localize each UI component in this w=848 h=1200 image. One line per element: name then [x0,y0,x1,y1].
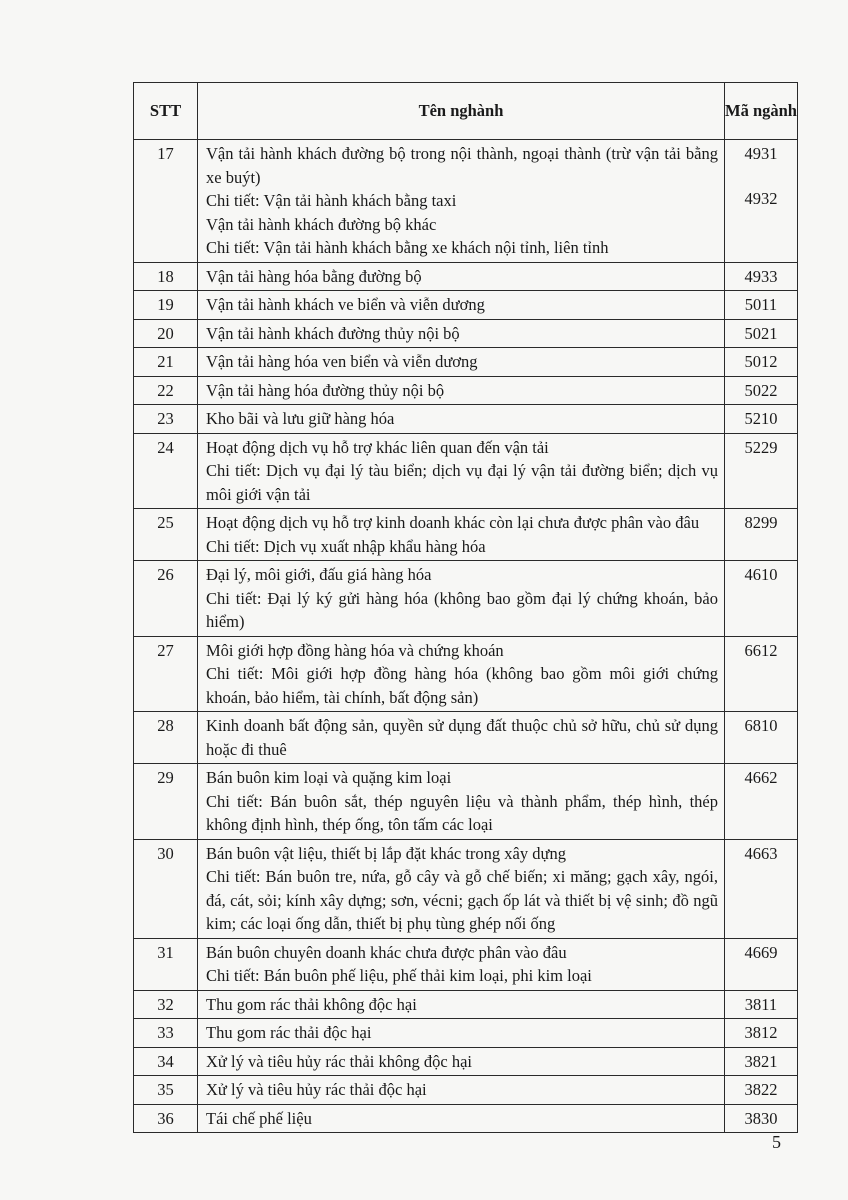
industry-name-line: Môi giới hợp đồng hàng hóa và chứng khoán [206,640,504,660]
industry-name-line: Chi tiết: Dịch vụ xuất nhập khẩu hàng hóa [206,536,486,556]
industry-code-value: 4610 [744,565,778,584]
row-stt: 25 [134,509,198,561]
row-industry-code [725,636,798,712]
industry-name-line: Vận tải hàng hóa ven biển và viễn dương [206,352,478,371]
row-industry-code [725,1076,798,1105]
industry-code-value: 3811 [744,994,778,1014]
table-row [134,405,798,434]
table-row [134,1076,798,1105]
row-industry-name [198,712,725,764]
industry-code-value: 3822 [744,1080,778,1099]
table-row [134,348,798,377]
industry-name-line: Vận tải hàng hóa bằng đường bộ [206,266,422,286]
industry-name-line: Chi tiết: Dịch vụ đại lý tàu biển; dịch vụ đại lý vận tải đường biển; dịch vụ môi giới vận tải [206,461,718,504]
header-stt: STT [134,83,198,140]
industry-code-value: 4931 [744,144,778,163]
industry-code-value: 3821 [744,1051,778,1071]
table-row [134,291,798,320]
row-stt: 20 [134,319,198,348]
row-industry-name [198,433,725,509]
row-industry-name [198,938,725,990]
industry-name-line: Bán buôn vật liệu, thiết bị lắp đặt khác trong xây dựng [206,843,566,863]
row-industry-name [198,764,725,840]
industry-code-value: 3812 [744,1023,778,1042]
row-stt: 26 [134,561,198,637]
industry-code-value: 4933 [744,266,778,286]
row-industry-name [198,405,725,434]
row-stt: 35 [134,1076,198,1105]
industry-code-value: 3830 [744,1108,778,1128]
table-row [134,319,798,348]
page-number: 5 [772,1132,781,1152]
row-stt: 22 [134,376,198,405]
row-stt: 27 [134,636,198,712]
table-row [134,1019,798,1048]
row-stt: 24 [134,433,198,509]
row-industry-code [725,1019,798,1048]
table-row [134,140,798,263]
row-industry-code [725,1047,798,1076]
row-industry-name [198,348,725,377]
industry-name-line: Chi tiết: Vận tải hành khách bằng xe khách nội tỉnh, liên tỉnh [206,238,609,257]
row-industry-name [198,319,725,348]
industry-code-value: 4932 [744,188,778,208]
row-stt: 21 [134,348,198,377]
table-row [134,561,798,637]
industry-code-value: 6810 [744,716,778,735]
industry-code-value: 5012 [744,352,778,371]
row-industry-name [198,1104,725,1133]
table-row [134,636,798,712]
industry-name-line: Bán buôn kim loại và quặng kim loại [206,768,452,787]
row-industry-code [725,433,798,509]
header-industry-code: Mã ngành [725,83,798,140]
industry-name-line: Đại lý, môi giới, đấu giá hàng hóa [206,565,432,584]
row-stt: 33 [134,1019,198,1048]
header-industry-name: Tên nghành [198,83,725,140]
industry-code-value: 6612 [744,640,778,660]
row-stt: 34 [134,1047,198,1076]
row-industry-code [725,262,798,291]
row-stt: 28 [134,712,198,764]
table-row [134,938,798,990]
industry-name-line: Chi tiết: Vận tải hành khách bằng taxi [206,191,457,210]
industry-code-value: 4669 [744,942,778,962]
industry-name-line: Vận tải hành khách đường bộ trong nội thành, ngoại thành (trừ vận tải bằng xe buýt) [206,144,718,187]
industry-name-line: Hoạt động dịch vụ hỗ trợ kinh doanh khác còn lại chưa được phân vào đâu [206,513,700,532]
row-industry-name [198,509,725,561]
industry-code-table [133,82,798,1133]
industry-name-line: Chi tiết: Bán buôn sắt, thép nguyên liệu và thành phẩm, thép hình, thép không định hình, thép ống, tôn tấm các loại [206,791,718,834]
industry-name-line: Hoạt động dịch vụ hỗ trợ khác liên quan đến vận tải [206,437,549,457]
row-industry-name [198,291,725,320]
row-industry-name [198,1047,725,1076]
table-row [134,433,798,509]
row-industry-name [198,839,725,938]
table-row [134,764,798,840]
industry-name-line: Kinh doanh bất động sản, quyền sử dụng đất thuộc chủ sở hữu, chủ sử dụng hoặc đi thuê [206,716,718,759]
industry-name-line: Chi tiết: Đại lý ký gửi hàng hóa (không bao gồm đại lý chứng khoán, bảo hiểm) [206,588,718,631]
table-row [134,1047,798,1076]
industry-name-line: Thu gom rác thải độc hại [206,1023,372,1042]
industry-code-value: 4662 [744,768,778,787]
row-stt: 23 [134,405,198,434]
table-row [134,376,798,405]
row-stt: 18 [134,262,198,291]
row-industry-code [725,839,798,938]
row-industry-code [725,348,798,377]
industry-name-line: Vận tải hàng hóa đường thủy nội bộ [206,380,445,400]
row-industry-code [725,1104,798,1133]
industry-name-line: Kho bãi và lưu giữ hàng hóa [206,409,395,428]
table-row [134,262,798,291]
industry-name-line: Vận tải hành khách đường bộ khác [206,214,437,234]
row-industry-code [725,561,798,637]
row-stt: 36 [134,1104,198,1133]
row-industry-code [725,990,798,1019]
row-stt: 17 [134,140,198,263]
industry-name-line: Vận tải hành khách ve biển và viễn dương [206,295,485,314]
industry-name-line: Tái chế phế liệu [206,1108,312,1128]
industry-code-value: 8299 [744,513,778,532]
industry-name-line: Chi tiết: Bán buôn tre, nứa, gỗ cây và gỗ chế biến; xi măng; gạch xây, ngói, đá, cát, sỏi; kính xây dựng; sơn, vécni; gạch ốp lát và thiết bị vệ sinh; đồ ngũ kim; các loại ống dẫn, thiết bị phụ tùng ghép nối ống [206,867,718,933]
row-industry-code [725,405,798,434]
industry-code-value: 4663 [744,843,778,863]
industry-name-line: Xử lý và tiêu hủy rác thải không độc hại [206,1051,472,1071]
row-industry-name [198,140,725,263]
row-industry-name [198,1019,725,1048]
table-row [134,839,798,938]
row-industry-name [198,636,725,712]
row-stt: 31 [134,938,198,990]
table-body [134,140,798,1133]
table-row [134,990,798,1019]
industry-name-line: Xử lý và tiêu hủy rác thải độc hại [206,1080,427,1099]
row-industry-code [725,764,798,840]
industry-code-value: 5210 [744,409,778,428]
row-stt: 32 [134,990,198,1019]
industry-name-line: Bán buôn chuyên doanh khác chưa được phân vào đâu [206,942,567,962]
table-header-row [134,83,798,140]
row-industry-code [725,509,798,561]
row-industry-code [725,319,798,348]
row-industry-code [725,291,798,320]
row-industry-code [725,140,798,263]
row-industry-name [198,1076,725,1105]
row-industry-name [198,262,725,291]
industry-name-line: Vận tải hành khách đường thủy nội bộ [206,323,460,343]
row-industry-name [198,990,725,1019]
industry-code-value: 5011 [744,295,778,314]
industry-code-value: 5229 [744,437,778,457]
row-industry-name [198,376,725,405]
industry-name-line: Chi tiết: Môi giới hợp đồng hàng hóa (không bao gồm môi giới chứng khoán, bảo hiểm, tài chính, bất động sản) [206,664,718,707]
industry-code-value: 5021 [744,323,778,343]
industry-name-line: Thu gom rác thải không độc hại [206,994,417,1014]
row-industry-name [198,561,725,637]
row-stt: 19 [134,291,198,320]
industry-name-line: Chi tiết: Bán buôn phế liệu, phế thải kim loại, phi kim loại [206,966,592,985]
table-row [134,509,798,561]
row-stt: 30 [134,839,198,938]
row-industry-code [725,938,798,990]
row-industry-code [725,376,798,405]
table-row [134,712,798,764]
row-industry-code [725,712,798,764]
table-row [134,1104,798,1133]
row-stt: 29 [134,764,198,840]
industry-code-value: 5022 [744,380,778,400]
